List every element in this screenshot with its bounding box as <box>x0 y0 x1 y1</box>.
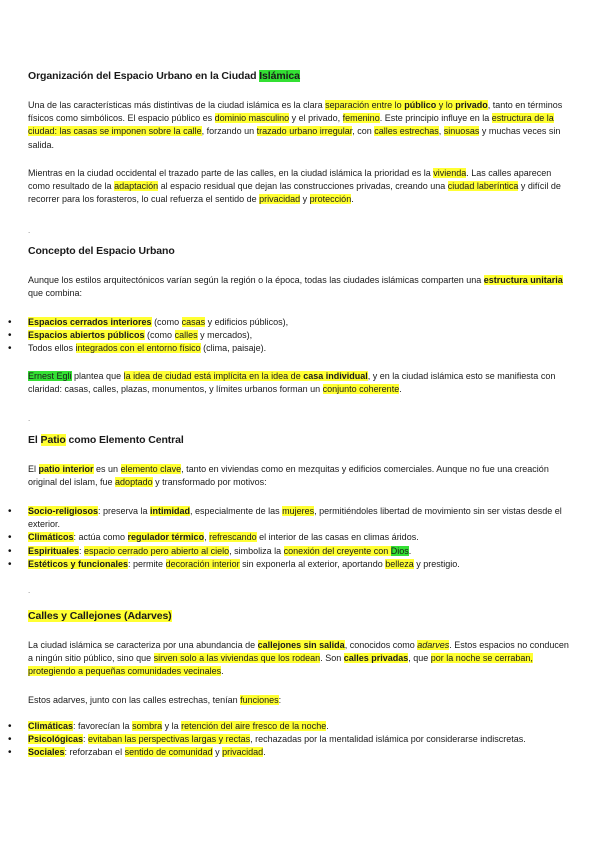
paragraph-funciones: Estos adarves, junto con las calles estrechas, tenían funciones: <box>28 695 282 705</box>
separator-dot: . <box>28 586 31 595</box>
list-item: • Socio-religiosos: preserva la intimidad, especialmente de las mujeres, permitiéndoles libertad de movimiento sin ser vistas desde el exterior. <box>28 505 573 531</box>
section-title-organizacion: Organización del Espacio Urbano en la Ciudad Islámica <box>28 70 300 82</box>
list-item: • Espirituales: espacio cerrado pero abierto al cielo, simboliza la conexión del creyente con Dios. <box>28 545 573 558</box>
paragraph-vivienda: Mientras en la ciudad occidental el trazado parte de las calles, en la ciudad islámica la prioridad es la vivienda. Las calles aparecen como resultado de la adaptación al espacio residual que dejan las construcciones privadas, creando una ciudad laberíntica y difícil de recorrer para los forasteros, lo cual refuerza el sentido de privacidad y protección. <box>28 168 561 205</box>
list-item: • Estéticos y funcionales: permite decoración interior sin exponerla al exterior, aportando belleza y prestigio. <box>28 558 573 571</box>
separator-dot: . <box>28 226 31 235</box>
list-item: • Espacios cerrados interiores (como casas y edificios públicos), <box>28 316 573 329</box>
list-item: • Climáticos: actúa como regulador térmico, refrescando el interior de las casas en climas áridos. <box>28 531 573 544</box>
paragraph-patio-interior: El patio interior es un elemento clave, tanto en viviendas como en mezquitas y edificios comerciales. Aunque no fue una creación original del islam, fue adoptado y transformado por motivos: <box>28 464 549 488</box>
list-motivos <box>28 505 573 571</box>
list-item: • Espacios abiertos públicos (como calles y mercados), <box>28 329 573 342</box>
separator-dot: . <box>28 414 31 423</box>
paragraph-egli: Ernest Egli plantea que la idea de ciudad está implícita en la idea de casa individual, y en la ciudad islámica esto se manifiesta con claridad: casas, calles, plazas, monumentos, y límites urbanos forman un conjunto coherente. <box>28 371 556 395</box>
section-title-calles: Calles y Callejones (Adarves) <box>28 610 172 622</box>
list-item: • Todos ellos integrados con el entorno físico (clima, paisaje). <box>28 342 573 355</box>
list-funciones <box>28 720 573 760</box>
section-title-patio: El Patio como Elemento Central <box>28 434 184 446</box>
paragraph-adarves: La ciudad islámica se caracteriza por una abundancia de callejones sin salida, conocidos como adarves. Estos espacios no conducen a ningún sitio público, sino que sirven solo a las viviendas que los rodean. Son calles privadas, que por la noche se cerraban, protegiendo a pequeñas comunidades vecinales. <box>28 640 569 677</box>
paragraph-separacion: Una de las características más distintivas de la ciudad islámica es la clara separación entre lo público y lo privado, tanto en términos físicos como simbólicos. El espacio público es dominio masculino y el privado, femenino. Este principio influye en la estructura de la ciudad: las casas se imponen sobre la calle, forzando un trazado urbano irregular, con calles estrechas, sinuosas y muchas veces sin salida. <box>28 100 563 150</box>
list-item: • Psicológicas: evitaban las perspectivas largas y rectas, rechazadas por la mentalidad islámica por considerarse indiscretas. <box>28 733 573 746</box>
section-title-concepto: Concepto del Espacio Urbano <box>28 245 175 257</box>
list-item: • Sociales: reforzaban el sentido de comunidad y privacidad. <box>28 746 573 759</box>
list-item: • Climáticas: favorecían la sombra y la retención del aire fresco de la noche. <box>28 720 573 733</box>
paragraph-estructura: Aunque los estilos arquitectónicos varían según la región o la época, todas las ciudades islámicas comparten una estructura unitaria que combina: <box>28 275 563 299</box>
list-espacios <box>28 316 573 356</box>
